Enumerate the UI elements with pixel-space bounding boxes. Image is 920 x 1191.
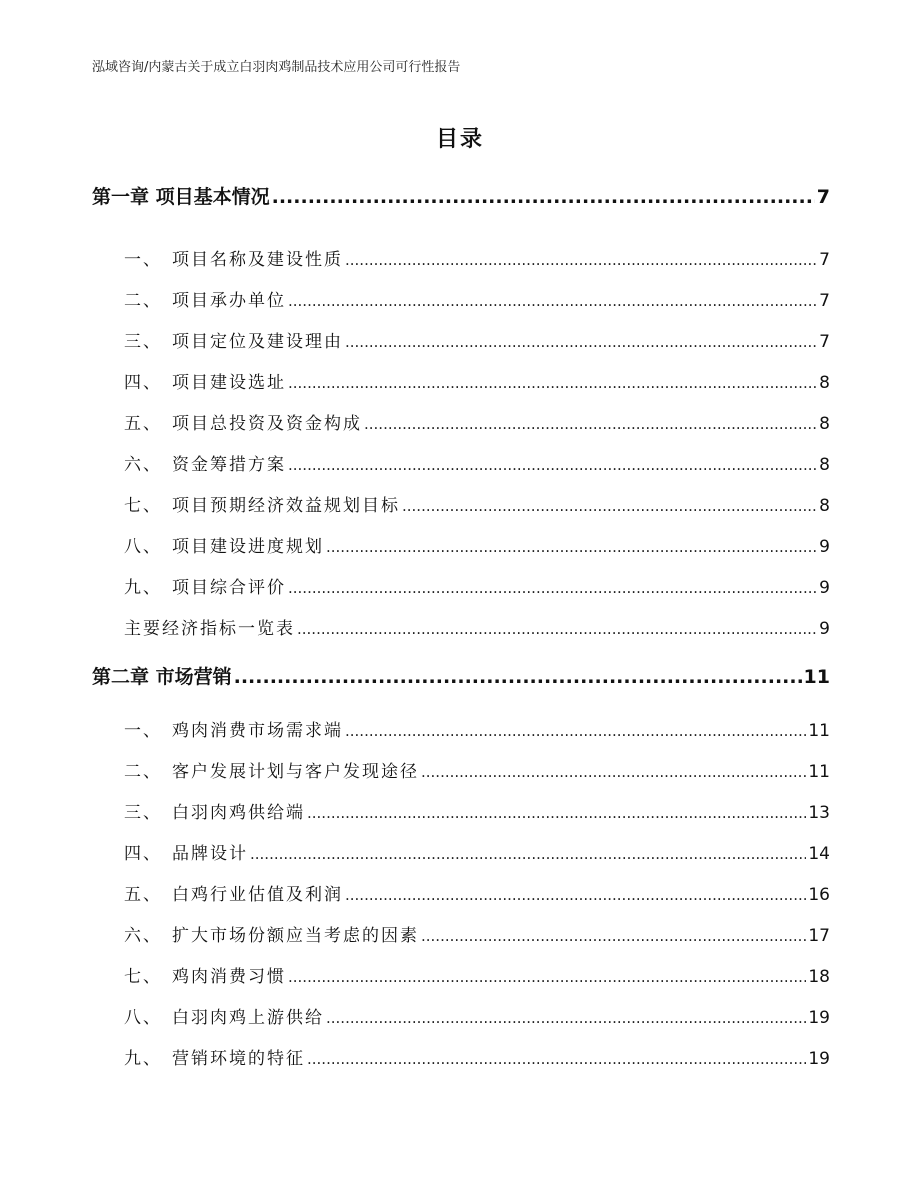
toc-item[interactable]: [92, 1044, 830, 1070]
toc-item[interactable]: [92, 757, 830, 783]
toc-item-label: 项目总投资及资金构成: [172, 414, 362, 434]
toc-page-number: 8: [819, 373, 830, 393]
toc-leader: [288, 968, 806, 986]
toc-leader: [345, 251, 817, 269]
toc-page-number: 14: [808, 844, 830, 864]
toc-item-number: 二、: [124, 762, 162, 782]
toc-item[interactable]: [92, 839, 830, 865]
toc-leader: [326, 1009, 806, 1027]
toc-leader: [272, 186, 815, 208]
page-title: 目录: [435, 127, 484, 152]
toc-item-number: 五、: [124, 414, 162, 434]
toc-item-label: 鸡肉消费市场需求端: [172, 721, 343, 741]
toc-leader: [345, 333, 817, 351]
toc-page-number: 9: [819, 619, 830, 639]
toc-item-label: 白羽肉鸡供给端: [172, 803, 305, 823]
toc-item-number: 三、: [124, 803, 162, 823]
toc-item-label: 扩大市场份额应当考虑的因素: [172, 926, 419, 946]
toc-item[interactable]: [92, 880, 830, 906]
toc-item-number: 五、: [124, 885, 162, 905]
toc-leader: [288, 456, 817, 474]
toc-item[interactable]: [92, 327, 830, 353]
toc-leader: [234, 666, 802, 688]
toc-item[interactable]: [92, 573, 830, 599]
toc-leader: [402, 497, 817, 515]
toc-item-number: 八、: [124, 1008, 162, 1028]
toc-chapter-2[interactable]: [92, 662, 830, 688]
toc-page-number: 7: [816, 186, 830, 208]
toc-item[interactable]: [92, 921, 830, 947]
toc-item-number: 一、: [124, 721, 162, 741]
toc-item-label: 白鸡行业估值及利润: [172, 885, 343, 905]
toc-item[interactable]: [92, 286, 830, 312]
page-header: 泓域咨询/内蒙古关于成立白羽肉鸡制品技术应用公司可行性报告: [92, 60, 461, 75]
toc-item[interactable]: [92, 962, 830, 988]
toc-page-number: 11: [808, 762, 830, 782]
toc-leader: [288, 292, 817, 310]
toc-item-label: 主要经济指标一览表: [124, 619, 295, 639]
toc-leader: [364, 415, 817, 433]
toc-item-number: 二、: [124, 291, 162, 311]
toc-item-label: 鸡肉消费习惯: [172, 967, 286, 987]
toc-item-number: 七、: [124, 967, 162, 987]
toc-item-label: 白羽肉鸡上游供给: [172, 1008, 324, 1028]
toc-page-number: 18: [808, 967, 830, 987]
toc-leader: [250, 845, 806, 863]
toc-leader: [307, 804, 806, 822]
toc-item-number: 六、: [124, 926, 162, 946]
toc-item[interactable]: [92, 450, 830, 476]
toc-item-label: 资金筹措方案: [172, 455, 286, 475]
toc-page-number: 8: [819, 455, 830, 475]
toc-page-number: 8: [819, 496, 830, 516]
toc-item-number: 一、: [124, 250, 162, 270]
toc-leader: [421, 927, 806, 945]
toc-item[interactable]: [92, 245, 830, 271]
toc-item[interactable]: [92, 368, 830, 394]
toc-page-number: 9: [819, 578, 830, 598]
toc-leader: [297, 620, 817, 638]
toc-item-label: 项目定位及建设理由: [172, 332, 343, 352]
toc-page-number: 19: [808, 1049, 830, 1069]
toc-item[interactable]: [92, 614, 830, 640]
toc-leader: [345, 886, 806, 904]
toc-item-label: 项目建设进度规划: [172, 537, 324, 557]
toc-item-label: 项目建设选址: [172, 373, 286, 393]
toc-item-number: 四、: [124, 373, 162, 393]
toc-page-number: 11: [808, 721, 830, 741]
toc-page-number: 11: [803, 666, 830, 688]
toc-page-number: 7: [819, 291, 830, 311]
toc-item[interactable]: [92, 409, 830, 435]
toc-item-label: 客户发展计划与客户发现途径: [172, 762, 419, 782]
toc-leader: [421, 763, 806, 781]
toc-page-number: 7: [819, 332, 830, 352]
toc-leader: [326, 538, 817, 556]
toc-item[interactable]: [92, 532, 830, 558]
toc-item[interactable]: [92, 1003, 830, 1029]
toc-page-number: 8: [819, 414, 830, 434]
toc-item[interactable]: [92, 716, 830, 742]
toc-page-number: 9: [819, 537, 830, 557]
toc-item-label: 项目名称及建设性质: [172, 250, 343, 270]
toc-page-number: 7: [819, 250, 830, 270]
toc-item-label: 营销环境的特征: [172, 1049, 305, 1069]
toc-item-number: 三、: [124, 332, 162, 352]
toc-item[interactable]: [92, 798, 830, 824]
toc-leader: [288, 579, 817, 597]
toc-item-number: 九、: [124, 578, 162, 598]
toc-chapter-label: 第一章 项目基本情况: [92, 186, 270, 208]
toc-item-label: 项目承办单位: [172, 291, 286, 311]
toc-item-number: 七、: [124, 496, 162, 516]
toc-leader: [288, 374, 817, 392]
toc-chapter-1[interactable]: [92, 182, 830, 208]
toc-item-number: 六、: [124, 455, 162, 475]
toc-item-label: 品牌设计: [172, 844, 248, 864]
toc-chapter-label: 第二章 市场营销: [92, 666, 232, 688]
toc-leader: [307, 1050, 806, 1068]
toc-page-number: 19: [808, 1008, 830, 1028]
toc-page-number: 13: [808, 803, 830, 823]
toc-item[interactable]: [92, 491, 830, 517]
toc-item-label: 项目预期经济效益规划目标: [172, 496, 400, 516]
toc-item-number: 九、: [124, 1049, 162, 1069]
toc-page-number: 17: [808, 926, 830, 946]
toc-page-number: 16: [808, 885, 830, 905]
toc-item-label: 项目综合评价: [172, 578, 286, 598]
toc-item-number: 八、: [124, 537, 162, 557]
toc-leader: [345, 722, 806, 740]
toc-item-number: 四、: [124, 844, 162, 864]
